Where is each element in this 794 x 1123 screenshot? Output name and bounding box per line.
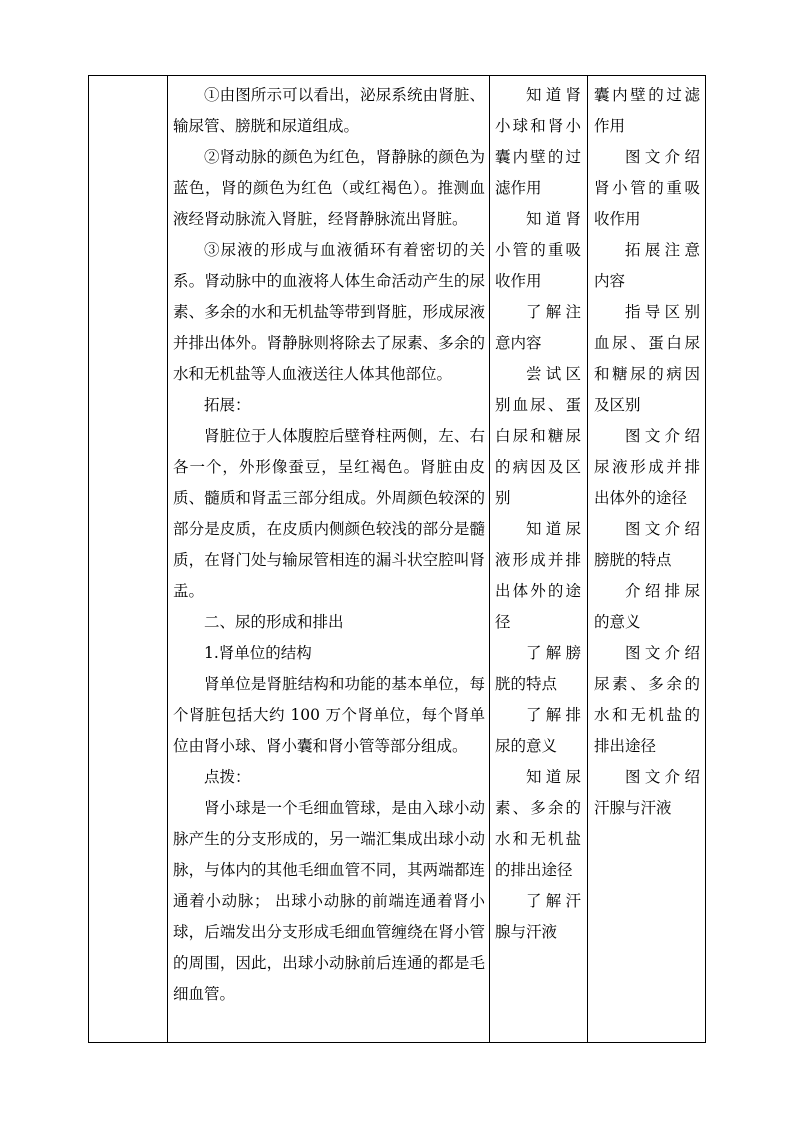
subsection-heading: 1.肾单位的结构 <box>204 644 312 662</box>
teacher-activity-continued: 囊内壁的过滤作用 <box>594 86 700 135</box>
teacher-activity-item: 介绍排尿的意义 <box>594 582 700 631</box>
student-activity-item: 了解汗腺与汗液 <box>495 892 581 941</box>
content-paragraph: ①由图所示可以看出，泌尿系统由肾脏、输尿管、膀胱和尿道组成。 <box>173 86 485 135</box>
student-activity-item: 了解排尿的意义 <box>495 706 581 755</box>
student-activity-item: 知道肾小管的重吸收作用 <box>495 210 581 290</box>
content-paragraph: ②肾动脉的颜色为红色，肾静脉的颜色为蓝色，肾的颜色为红色（或红褐色）。推测血液经肾动脉流入肾脏，经肾静脉流出肾脏。 <box>173 148 485 228</box>
student-activity-item: 了解膀胱的特点 <box>495 644 581 693</box>
content-column <box>173 80 485 1010</box>
content-paragraph: 肾小球是一个毛细血管球，是由入球小动脉产生的分支形成的，另一端汇集成出球小动脉，与体内的其他毛细血管不同，其两端都连通着小动脉； 出球小动脉的前端连通着肾小球，后端发出分支形成毛细血管缠绕在肾小管的周围，因此，出球小动脉前后连通的都是毛细血管。 <box>173 799 485 1003</box>
content-paragraph: ③尿液的形成与血液循环有着密切的关系。肾动脉中的血液将人体生命活动产生的尿素、多余的水和无机盐等带到肾脏，形成尿液并排出体外。肾静脉则将除去了尿素、多余的水和无机盐等人血液送往人体其他部位。 <box>173 241 485 383</box>
student-activity-item: 知道肾小球和肾小囊内壁的过滤作用 <box>495 86 581 197</box>
teacher-activity-item: 图文介绍尿素、多余的水和无机盐的排出途径 <box>594 644 700 755</box>
column-divider <box>167 76 168 1042</box>
teacher-activity-item: 指导区别血尿、蛋白尿和糖尿的病因及区别 <box>594 303 700 414</box>
student-activity-item: 知道尿素、多余的水和无机盐的排出途径 <box>495 768 581 879</box>
column-divider <box>587 76 588 1042</box>
teacher-activity-item: 图文介绍汗腺与汗液 <box>594 768 700 817</box>
student-activity-item: 知道尿液形成并排出体外的途径 <box>495 520 581 631</box>
content-paragraph: 肾脏位于人体腹腔后壁脊柱两侧，左、右各一个，外形像蚕豆，呈红褐色。肾脏由皮质、髓质和肾盂三部分组成。外周颜色较深的部分是皮质，在皮质内侧颜色较浅的部分是髓质，在肾门处与输尿管相连的漏斗状空腔叫肾盂。 <box>173 427 485 600</box>
column-divider <box>489 76 490 1042</box>
teacher-activity-item: 图文介绍肾小管的重吸收作用 <box>594 148 700 228</box>
content-paragraph: 肾单位是肾脏结构和功能的基本单位，每个肾脏包括大约 100 万个肾单位，每个肾单位由肾小球、肾小囊和肾小管等部分组成。 <box>173 675 485 755</box>
teacher-activity-item: 图文介绍膀胱的特点 <box>594 520 700 569</box>
teacher-activity-item: 拓展注意内容 <box>594 241 700 290</box>
content-paragraph: 点拨： <box>204 768 251 786</box>
lesson-plan-table <box>88 75 706 1043</box>
student-activity-item: 了解注意内容 <box>495 303 581 352</box>
student-activity-column <box>495 80 581 948</box>
section-heading: 二、尿的形成和排出 <box>204 613 344 631</box>
teacher-activity-column <box>594 80 700 824</box>
content-paragraph: 拓展： <box>204 396 251 414</box>
teacher-activity-item: 图文介绍尿液形成并排出体外的途径 <box>594 427 700 507</box>
student-activity-item: 尝试区别血尿、蛋白尿和糖尿的病因及区别 <box>495 365 581 507</box>
